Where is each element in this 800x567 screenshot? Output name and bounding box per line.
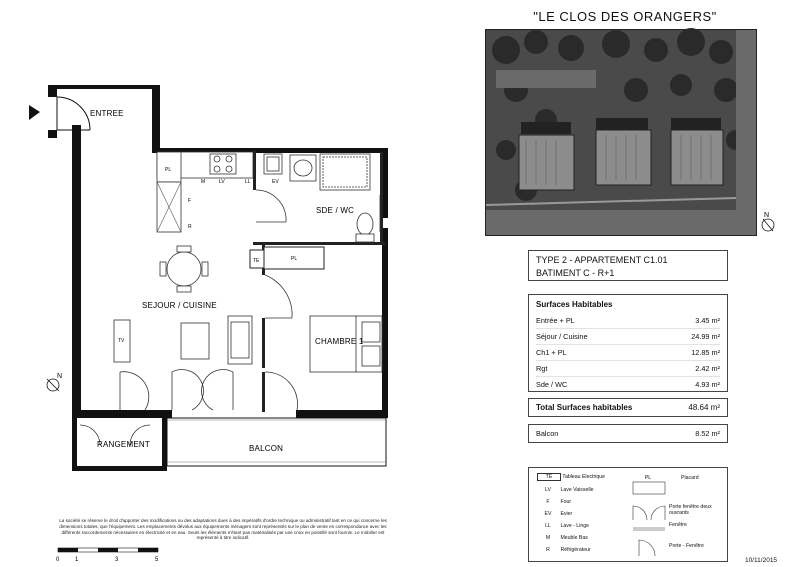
scale-label-1: 1 (75, 557, 79, 563)
mark-lv: LV (219, 179, 225, 185)
legend-label-placard: Placard (681, 475, 699, 481)
surface-value: 12.85 m² (691, 348, 720, 357)
surface-row (536, 377, 720, 392)
legend-door-symbols (629, 480, 674, 558)
mark-tv: TV (118, 338, 125, 344)
mark-pl-closet: PL (291, 256, 298, 262)
scale-label-0: 0 (56, 557, 60, 563)
surface-label: Séjour / Cuisine (536, 332, 588, 341)
legend-item: F Four (546, 499, 572, 505)
room-label-entree: ENTREE (90, 109, 124, 118)
balcon-surface-box (528, 424, 728, 443)
legend-item: TE Tableau Electrique (537, 473, 605, 481)
room-label-balcon: BALCON (249, 444, 284, 453)
surface-label: Rgt (536, 364, 548, 373)
mark-ev: EV (272, 179, 279, 185)
mark-r: R (188, 224, 192, 230)
apartment-type-box (528, 250, 728, 281)
balcon-value: 8.52 m² (695, 429, 720, 438)
room-label-sde-wc: SDE / WC (316, 206, 355, 215)
legend-label-fenetre: Fenêtre (669, 522, 687, 528)
mark-m: M (201, 179, 206, 185)
surfaces-table (528, 294, 728, 392)
surface-row (536, 345, 720, 361)
scale-label-3: 3 (115, 557, 119, 563)
surface-label: Sde / WC (536, 380, 568, 389)
surface-value: 2.42 m² (695, 364, 720, 373)
disclaimer: La société se réserve le droit d'apporter des modifications ou des adaptations dues à des impératifs d'ordre technique ou administratif tant en ce qui concerne les dimensions totales, que l'équipement. Les emplacements dévolus aux équipements ménagers sont représentés sur le plan de vente en correspondance avec les différents raccordements nécessaires en électricité et en eau. Seuls les éléments n'étant pas matérialisés par une croix en pointillé sont fournis. Le mobilier est représenté à titre indicatif. (59, 518, 387, 541)
surfaces-header: Surfaces Habitables (536, 300, 613, 309)
legend-label-porte-fenetre: Porte - Fenêtre (669, 543, 704, 549)
legend-item: R Réfrigérateur (546, 547, 591, 553)
scale-label-5: 5 (155, 557, 159, 563)
room-label-chambre: CHAMBRE 1 (315, 337, 364, 346)
mark-f: F (188, 198, 192, 204)
aerial-photo (485, 29, 757, 236)
legend-item-pl: PL (644, 475, 652, 481)
legend-item: LV Lave Vaisselle (545, 487, 594, 493)
building-line: BATIMENT C - R+1 (536, 268, 615, 278)
surface-label: Entrée + PL (536, 316, 575, 325)
mark-te: TE (253, 258, 260, 264)
north-aerial-icon (762, 219, 774, 231)
total-surface-box (528, 398, 728, 417)
surface-label: Ch1 + PL (536, 348, 567, 357)
plan-date: 10/11/2015 (745, 557, 778, 564)
north-icon (47, 379, 59, 391)
apartment-type: TYPE 2 - APPARTEMENT C1.01 (536, 255, 668, 265)
surface-row (536, 329, 720, 345)
legend-item: M Meuble Bas (545, 535, 588, 541)
total-label: Total Surfaces habitables (536, 403, 633, 412)
legend-label-porte-fenetre-deux: Porte fenêtre deux ouvrants (669, 504, 712, 516)
balcon-label: Balcon (536, 429, 559, 438)
mark-pl: PL (165, 167, 172, 173)
north-aerial-label: N (764, 212, 770, 219)
entry-arrow-icon (29, 105, 40, 120)
room-label-rangement: RANGEMENT (97, 440, 150, 449)
legend (528, 467, 728, 562)
legend-item: EV Evier (544, 511, 573, 517)
surface-value: 3.45 m² (695, 316, 720, 325)
project-title: "LE CLOS DES ORANGERS" (533, 9, 717, 24)
walls (48, 85, 388, 471)
surface-value: 24.99 m² (691, 332, 720, 341)
surface-row (536, 361, 720, 377)
surface-row (536, 313, 720, 329)
north-label: N (57, 373, 63, 380)
mark-ll: LL (245, 179, 251, 185)
room-label-sejour: SEJOUR / CUISINE (142, 301, 217, 310)
scale-bar (58, 548, 158, 552)
surface-value: 4.93 m² (695, 380, 720, 389)
legend-item: LL Lave - Linge (545, 523, 590, 529)
total-value: 48.64 m² (688, 403, 720, 412)
